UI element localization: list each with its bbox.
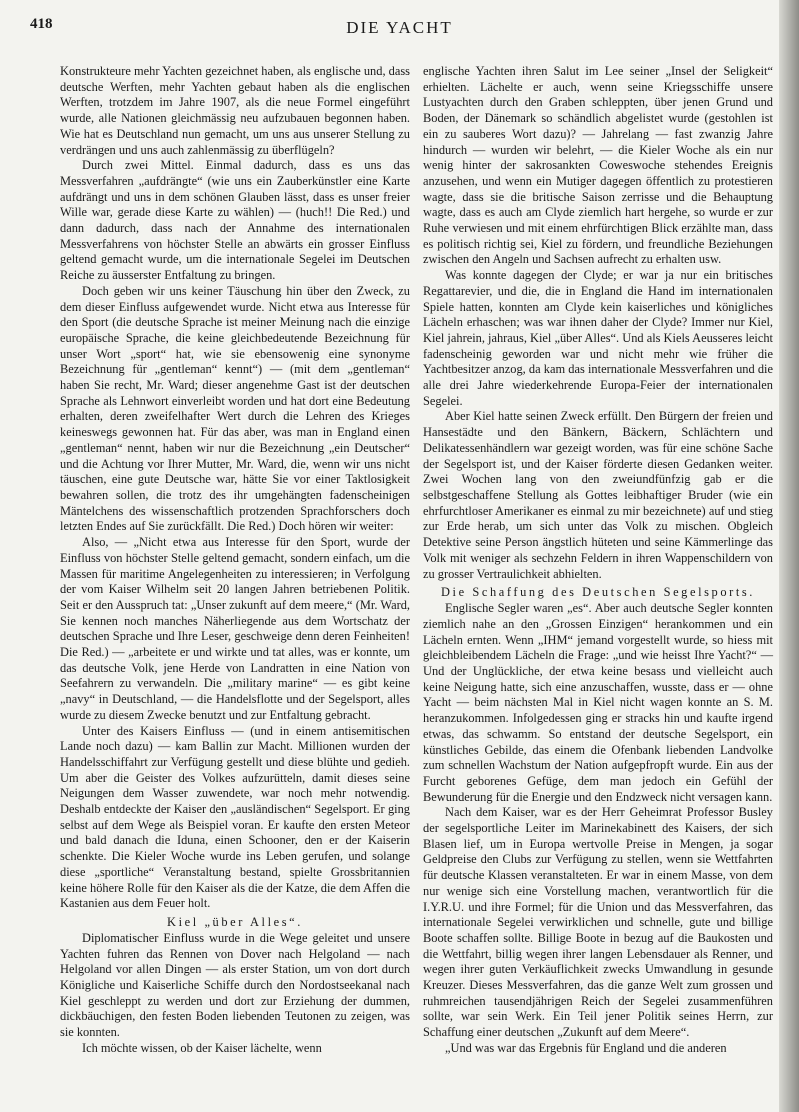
paragraph: Englische Segler waren „es“. Aber auch deutsche Segler konnten ziemlich nahe an den „Grossen Einzigen“ herankommen und ein Lächeln ernten. Wenn „IHM“ jemand vorgestellt wurde, so hiess mit gleichbleibendem Lächeln die Frage: „und wie heisst Ihre Yacht?“ — Und der Unglückliche, der etwa keine besass und vielleicht auch keine Neigung hatte, sich eine anzuschaffen, wusste, dass er — ohne Yacht — beim nächsten Mal in Kiel nicht wagen konnte an S. M. heranzukommen. Infolgedessen ging er stracks hin und kaufte irgend etwas, das schwamm. So entstand der deutsche Segelsport, ein künstliches Gebilde, das einem die Ofenbank liebenden Landvolke zum schnellen Wachstum der Nation aufgepfropft wurde. Ein aus der Furcht geborenes Gefüge, dem man jedoch ein Gefühl der Bewunderung für die Energie und den Endzweck nicht versagen kann. <box>423 601 773 804</box>
right-text-column <box>423 64 773 1057</box>
paragraph: „Und was war das Ergebnis für England und die anderen <box>445 1040 727 1055</box>
paragraph: Also, — „Nicht etwa aus Interesse für den Sport, wurde der Einfluss von höchster Stelle geltend gemacht, sondern einfach, um die Massen für maritime Angelegenheiten zu interessieren; in Verfolgung der vom Kaiser Wilhelm seit 20 langen Jahren betriebenen Politik. Seit er den Ausspruch tat: „Unser zukunft auf dem meere,“ (Mr. Ward, Sie kennen noch manches Näherliegende aus dem Wortschatz der deutschen Sprache und Ihre Leser, geschweige denn deren Feinheiten! Die Red.) — „arbeitete er und wirkte und tat alles, was er konnte, um das deutsche Volk, jene Herde von Landratten in eine Nation von Seefahrern zu verwandeln. Die „military marine“ — es gibt keine „navy“ in Deutschland, — die Handelsflotte und der Segelsport, alles wurde zu diesem Zwecke benutzt und zur Entfaltung gebracht. <box>60 535 410 722</box>
paragraph: englische Yachten ihren Salut im Lee seiner „Insel der Seligkeit“ erhielten. Lächelte er auch, wenn seine Kriegsschiffe unsere Lustyachten durch den Graben schleppten, über jenen Grund und Boden, der Dänemark so schändlich abgelistet wurde (gestohlen ist ein zu sauberes Wort dazu)? — Jahrelang — fast zwanzig Jahre hindurch — wurden wir belehrt, — die Kieler Woche als ein nur wenig hinter der sakrosankten Coweswoche stehendes Ereignis anzusehen, und wenn ein Mutiger dagegen öffentlich zu protestieren wagte, dass sie die britische Saison zerrisse und die Behauptung wagte, dass es auch am Clyde ziemlich hart hergehe, so wurde er zur Ruhe verwiesen und mit einem ehrfürchtigen Blick erzählte man, dass es politisch richtig sei, Kiel zu fördern, und freundliche Beziehungen zwischen den Angeln und Sachsen aufrecht zu erhalten usw. <box>423 64 773 267</box>
paragraph: Aber Kiel hatte seinen Zweck erfüllt. Den Bürgern der freien und Hansestädte und den Bänkern, Bäckern, Schlächtern und Delikatessenhändlern war gezeigt worden, was für eine schöne Sache der Segelsport ist, und der Kaiser förderte diesen Gedanken weiter. Zwei Wochen lang von den zweiundfünfzig gab er die selbstgeschaffene Stellung als Gottes leibhaftiger Bruder (wie ein ehrfurchtloser Amerikaner es einmal zu mir bezeichnete) auf und stieg zur Erde herab, um sich unter das Volk zu mischen. Obgleich Detektive seine Person ängstlich hüteten und seine Kämmerlinge das Volk mit weniger als sechzehn Feldern in ihren Wappenschildern von zu grosser Vertraulichkeit abhielten. <box>423 409 773 581</box>
page-header <box>0 14 799 50</box>
paragraph: Doch geben wir uns keiner Täuschung hin über den Zweck, zu dem dieser Einfluss aufgewendet wurde. Nicht etwa aus Interesse für den Sport (die deutsche Sprache ist meiner Meinung nach die einzige europäische Sprache, die keine gleichbedeutende Bezeichnung für unser Wort „sport“ hat, wie sie ebensowenig eine synonyme Bezeichnung für „gentleman“ kennt“) — (mit dem „gentleman“ haben Sie recht, Mr. Ward; dieser angenehme Gast ist der deutschen Sprache als Lehnwort einverleibt worden und hat dort eine Bedeutung erhalten, deren zweifelhafter Wert durch die Lehren des Krieges keineswegs gewonnen hat. Für das aber, was man in England einen „gentleman“ nennt, haben wir nur die Bezeichnung „ein Deutscher“ und die Achtung vor Ihrer Mutter, Mr. Ward, die, wenn wir uns nicht täuschen, eine gute Deutsche war, hätte Sie vor einer Taktlosigkeit bewahren sollen, die trotz des ihr umgehängten fadenscheinigen Mäntelchens des wissenschaftlich protzenden Sprachforschers doch letzten Endes auf Sie zurückfällt. Die Red.) Doch hören wir weiter: <box>60 283 410 534</box>
paragraph: Konstrukteure mehr Yachten gezeichnet haben, als englische und, dass deutsche Werften, mehr Yachten gebaut haben als die englischen Werften, trotzdem im Jahre 1907, als die neue Formel eingeführt wurde, alle Nationen gleichmässig neu aufzubauen begonnen haben. Wie hat es Deutschland nun gemacht, um uns aus unserer Stellung zu verdrängen und uns auch zahlenmässig zu überflügeln? <box>60 64 410 157</box>
section-heading: Kiel „über Alles“. <box>167 914 303 929</box>
page-number: 418 <box>30 16 53 32</box>
paragraph: Diplomatischer Einfluss wurde in die Wege geleitet und unsere Yachten fuhren das Rennen von Dover nach Helgoland — nach Helgoland vor allen Dingen — als erster Station, um von dort durch Königliche und Kaiserliche Schiffe durch den Nordostseekanal nach Kiel geschleppt zu werden und dort zur Erziehung der dummen, dickbäuchigen, den festen Boden liebenden Teutonen zu zeigen, was sie konnten. <box>60 930 410 1040</box>
paragraph: Durch zwei Mittel. Einmal dadurch, dass es uns das Messverfahren „aufdrängte“ (wie uns ein Zauberkünstler eine Karte aufdrängt und uns in dem schönen Glauben lässt, dass es unser freier Wille war, gerade diese Karte zu wählen) — (huch!! Die Red.) und dann dadurch, dass nach der Annahme des internationalen Messverfahrens von höchster Stelle an abwärts ein grosser Einfluss geltend gemacht wurde, um die internationale Segelei im Deutschen Reiche zu äusserster Entfaltung zu bringen. <box>60 158 410 283</box>
paragraph: Nach dem Kaiser, war es der Herr Geheimrat Professor Busley der segelsportliche Leiter im Marinekabinett des Kaisers, der sich Blasen lief, um in Europa wertvolle Preise in Mengen, ja sogar Geldpreise den Clubs zur Verfügung zu stellen, wenn sie Wettfahrten für deutsche Klassen veranstalteten. Er war in einem Masse, von dem nur wenige sich eine Vorstellung machen, verantwortlich für die I.Y.R.U. und ihre Formel; für die Union und das Messverfahren, das internationale Segelei verwirklichen und schnelle, gute und billige Boote schaffen sollte. Billige Boote in bezug auf die Baukosten und die Wettfahrt, billig wegen ihrer langen Lebensdauer als Renner, und wegen ihrer guten Verkäuflichkeit zwecks Umwandlung in gesunde Kreuzer. Dieses Messverfahren, das die ganze Welt zum grossen und ruhmreichen tausendjährigen Reich der Segelei zusammenführen sollte, war sein Werk. Ein Teil jener Politik seines Herrn, zur Schaffung einer deutschen „Zukunft auf dem Meere“. <box>423 805 773 1040</box>
paragraph: Ich möchte wissen, ob der Kaiser lächelte, wenn <box>82 1040 322 1055</box>
paragraph: Unter des Kaisers Einfluss — (und in einem antisemitischen Lande noch dazu) — kam Ballin zur Macht. Millionen wurden der Handelsschiffahrt zur Verfügung gestellt und diese blühte und gedieh. Um aber die Geister des Volkes aufzurütteln, damit dieses seine Neigungen dem Wasser zuwendete, war noch mehr notwendig. Deshalb entdeckte der Kaiser den „ausländischen“ Segelsport. Er ging selbst auf dem Wege als Beispiel voran. Er kaufte den ersten Meteor und bald danach die Iduna, einen Schooner, den er der Kaiserin schenkte. Die Kieler Woche wurde ins Leben gerufen, und solange diese „sportliche“ Veranstaltung bestand, spielte Grossbritannien keine höhere Rolle für den Kaiser als die der Katze, die dem Affen die Kastanien aus dem Feuer holt. <box>60 723 410 911</box>
left-text-column <box>60 64 410 1057</box>
section-heading: Die Schaffung des Deutschen Segelsports. <box>440 585 756 600</box>
paragraph: Was konnte dagegen der Clyde; er war ja nur ein britisches Regattarevier, und die, die in England die Hand im internationalen Spiele hatten, konnten am Clyde kein kaiserliches und königliches Lächeln erhaschen; was war ihnen daher der Clyde? Immer nur Kiel, Kiel jahrein, jahraus, Kiel „über Alles“. Und als Kiels Aeusseres leicht fadenscheinig geworden war und nicht mehr wie früher die Yachtbesitzer anzog, da kam das internationale Messverfahren und die alle drei Jahre wiederkehrende Europa-Feier der internationalen Segelei. <box>423 268 773 408</box>
running-title: DIE YACHT <box>346 18 453 37</box>
page-edge-shadow <box>779 0 799 1112</box>
